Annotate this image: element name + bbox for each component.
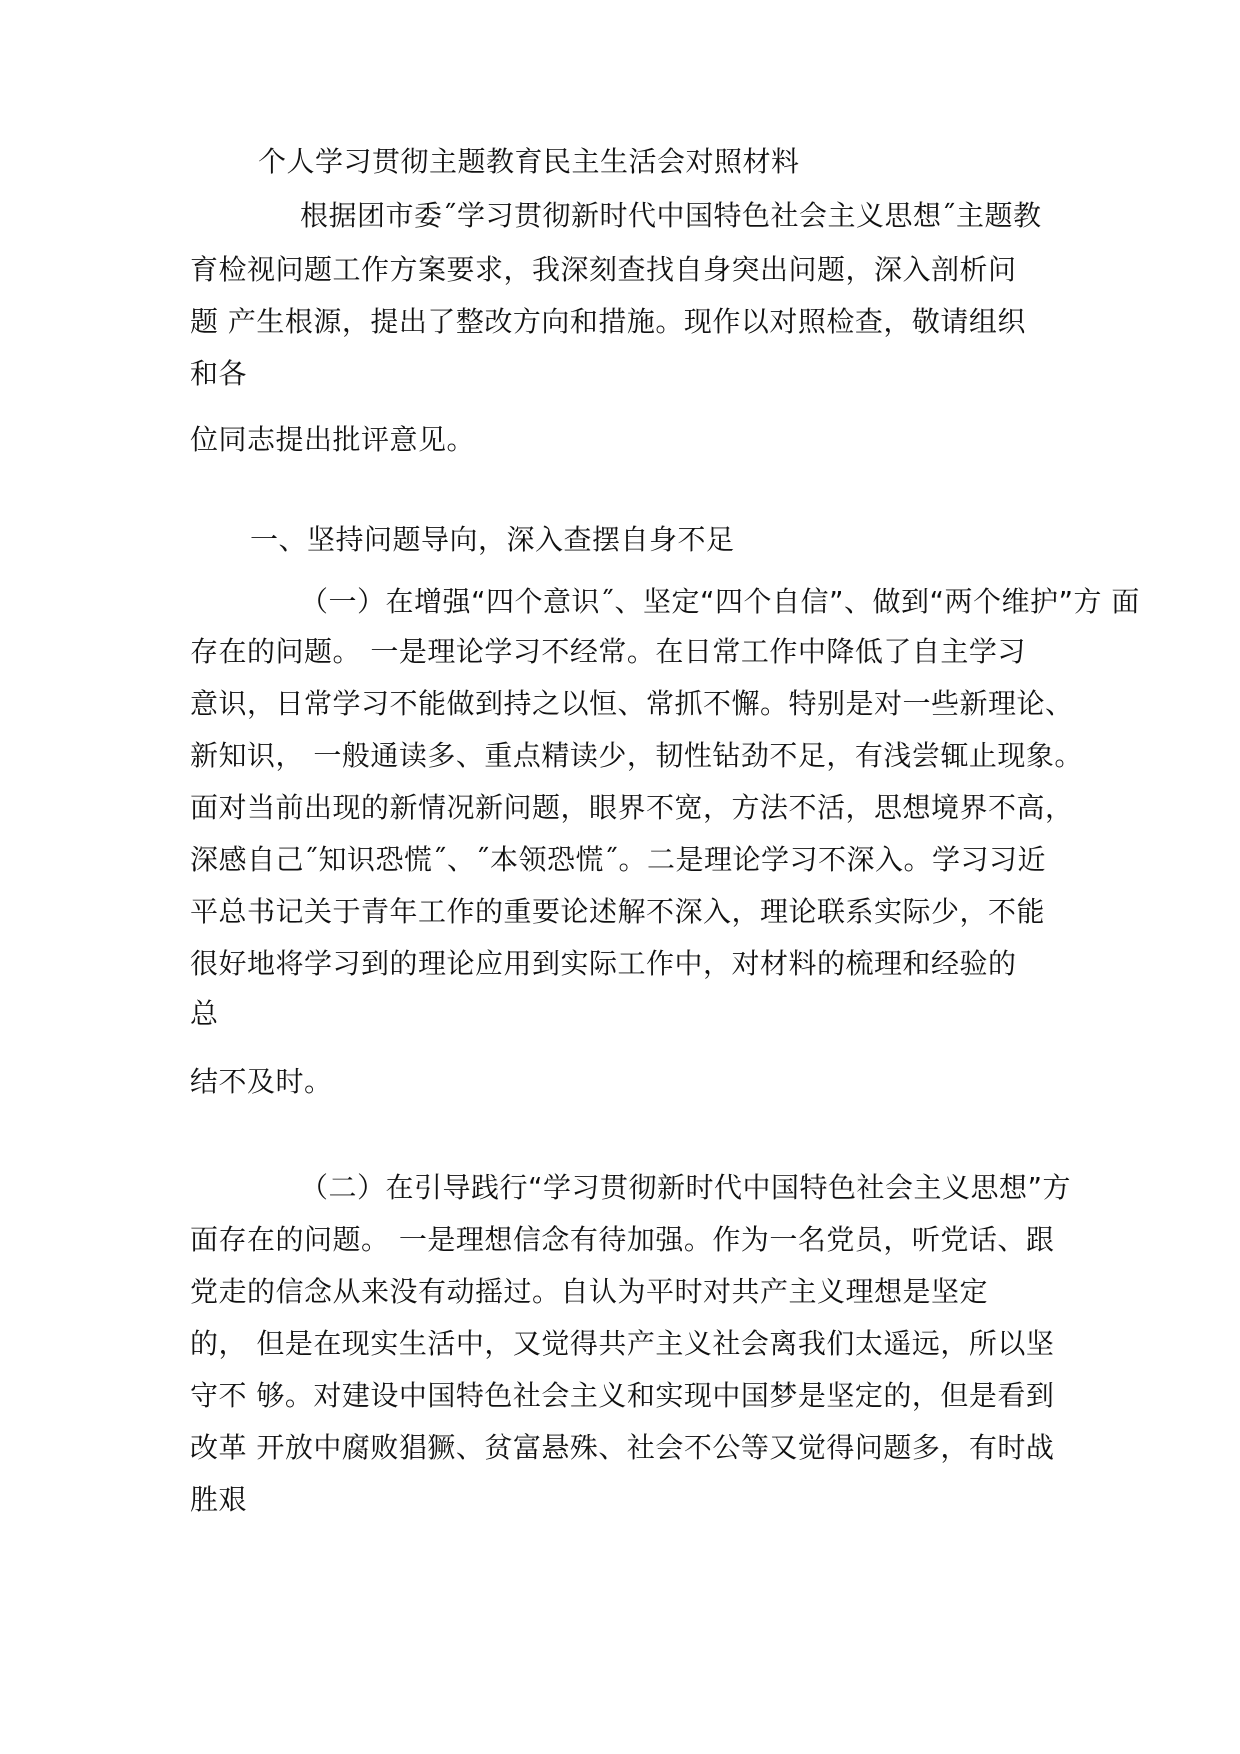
paragraph-line: 和各 [190, 357, 248, 390]
paragraph-line: 题 产生根源，提出了整改方向和措施。现作以对照检查，敬请组织 [190, 305, 1026, 338]
paragraph-line: 胜艰 [190, 1483, 248, 1516]
paragraph-line: （一）在增强“四个意识˝、坚定“四个自信”、做到“两个维护”方 面 [300, 585, 1140, 618]
paragraph-line: 改革 开放中腐败猖獗、贫富悬殊、社会不公等又觉得问题多，有时战 [190, 1431, 1055, 1464]
paragraph-line: 总 [190, 997, 219, 1030]
paragraph-line: 意识，日常学习不能做到持之以恒、常抓不懈。特别是对一些新理论、 [190, 687, 1074, 720]
paragraph-line: 位同志提出批评意见。 [190, 423, 476, 456]
paragraph-line: 的， 但是在现实生活中，又觉得共产主义社会离我们太遥远，所以坚 [190, 1327, 1055, 1360]
paragraph-line: （二）在引导践行“学习贯彻新时代中国特色社会主义思想”方 [300, 1171, 1072, 1204]
paragraph-line: 育检视问题工作方案要求，我深刻查找自身突出问题，深入剖析问 [190, 253, 1017, 286]
paragraph-line: 根据团市委˝学习贯彻新时代中国特色社会主义思想˝主题教 [300, 199, 1042, 232]
paragraph-line: 深感自己˝知识恐慌˝、˝本领恐慌˝。二是理论学习不深入。学习习近 [190, 843, 1047, 876]
paragraph-line: 存在的问题。 一是理论学习不经常。在日常工作中降低了自主学习 [190, 635, 1026, 668]
paragraph-line: 面存在的问题。 一是理想信念有待加强。作为一名党员，听党话、跟 [190, 1223, 1055, 1256]
document-title: 个人学习贯彻主题教育民主生活会对照材料 [258, 145, 800, 178]
paragraph-line: 守不 够。对建设中国特色社会主义和实现中国梦是坚定的，但是看到 [190, 1379, 1055, 1412]
paragraph-line: 结不及时。 [190, 1065, 333, 1098]
section-heading: 一、坚持问题导向，深入查摆自身不足 [250, 523, 735, 556]
paragraph-line: 党走的信念从来没有动摇过。自认为平时对共产主义理想是坚定 [190, 1275, 989, 1308]
paragraph-line: 新知识， 一般通读多、重点精读少，韧性钻劲不足，有浅尝辄止现象。 [190, 739, 1083, 772]
paragraph-line: 平总书记关于青年工作的重要论述解不深入，理论联系实际少，不能 [190, 895, 1046, 928]
paragraph-line: 面对当前出现的新情况新问题，眼界不宽，方法不活，思想境界不高， [190, 791, 1074, 824]
paragraph-line: 很好地将学习到的理论应用到实际工作中，对材料的梳理和经验的 [190, 947, 1017, 980]
